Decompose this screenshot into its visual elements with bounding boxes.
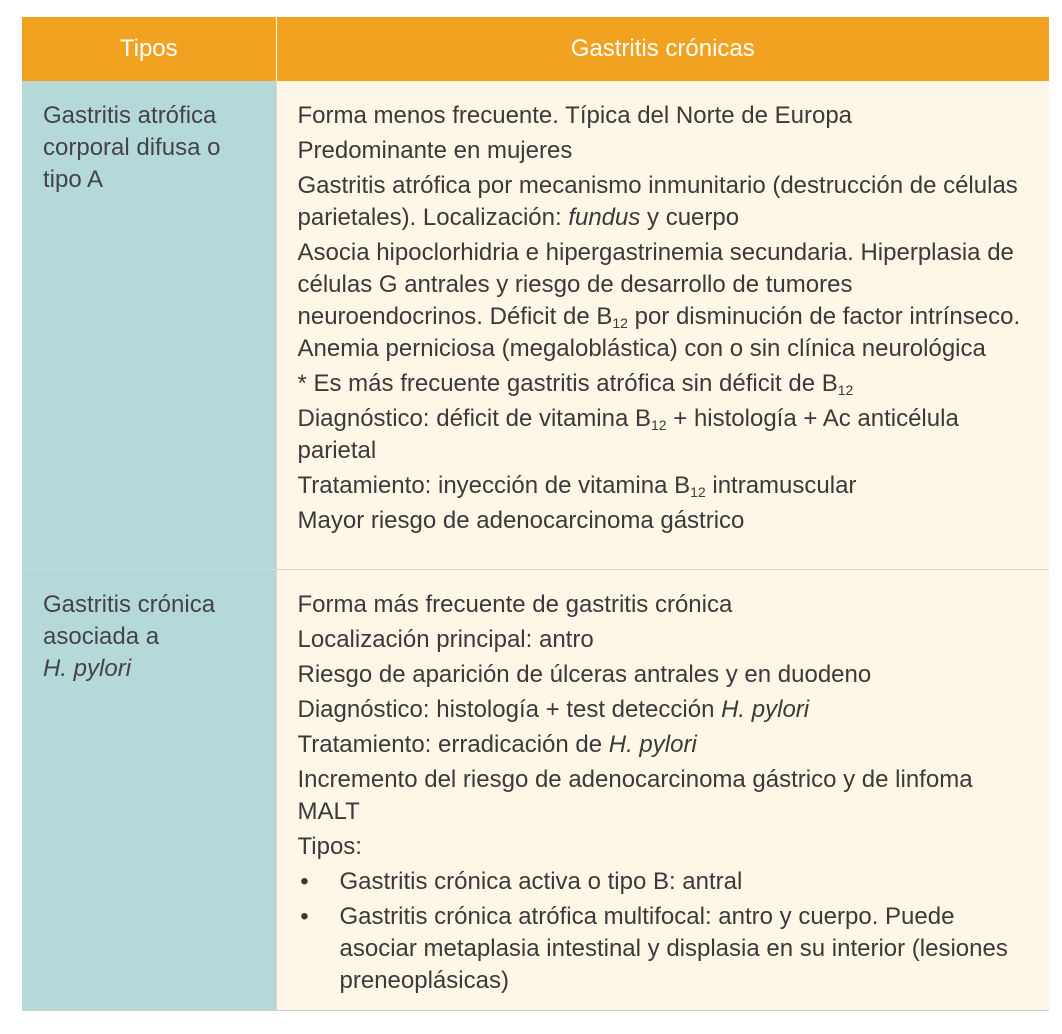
description-cell [276,570,1049,1011]
type-italic: H. pylori [43,655,132,682]
desc-text: Tratamiento: inyección de vitamina B [297,472,691,499]
desc-text: Diagnóstico: déficit de vitamina B [297,405,652,432]
bullet-item [298,866,1032,898]
header-tipos: Tipos [22,17,276,81]
type-line: asociada a [43,623,160,650]
desc-line [298,403,1032,467]
desc-text: * Es más frecuente gastritis atrófica sin déficit de B [297,370,838,397]
desc-line: Incremento del riesgo de adenocarcinoma gástrico y de linfoma MALT [297,766,973,825]
desc-text: Gastritis atrófica por mecanismo inmunitario (destrucción de células parietales). Localización: [297,172,1018,231]
desc-line: Tipos: [297,833,362,860]
desc-line: Localización principal: antro [297,626,594,653]
desc-line [298,237,1032,365]
subscript: 12 [837,382,854,398]
type-cell [22,570,276,1011]
desc-line: Predominante en mujeres [297,137,573,164]
desc-text: por disminución de factor intrínseco. Anemia perniciosa (megaloblástica) con o sin clínica neurológica [297,303,1021,362]
header-gastritis-cronicas: Gastritis crónicas [276,17,1049,81]
desc-line [298,694,1032,726]
desc-text: Asocia hipoclorhidria e hipergastrinemia secundaria. Hiperplasia de células G antrales y riesgo de desarrollo de tumores neuroendocrinos. Déficit de B [297,239,1014,330]
desc-text: intramuscular [705,472,857,499]
type-line: corporal difusa o [43,134,221,161]
desc-line [298,170,1032,234]
bullet-dot: • [300,868,309,895]
table-header-row [22,17,1049,81]
subscript: 12 [612,315,628,331]
desc-line [298,368,1032,400]
table-row [22,81,1049,570]
desc-text: Tratamiento: erradicación de [297,731,609,758]
desc-text: Diagnóstico: histología + test detección [297,696,722,723]
desc-line [298,729,1032,761]
bullet-text: Gastritis crónica activa o tipo B: antral [339,868,743,895]
desc-italic: H. pylori [721,696,810,723]
desc-line: Forma menos frecuente. Típica del Norte de Europa [297,102,853,129]
bullet-text: Gastritis crónica atrófica multifocal: antro y cuerpo. Puede asociar metaplasia intestinal y displasia en su interior (lesiones preneoplásicas) [339,903,1008,994]
bullet-item [298,901,1032,997]
table-row [22,570,1049,1011]
subscript: 12 [690,484,706,500]
description-cell [276,81,1049,570]
type-line: Gastritis atrófica [43,102,217,129]
desc-italic: fundus [568,204,641,231]
type-line-italic [43,653,266,685]
desc-line: Mayor riesgo de adenocarcinoma gástrico [297,507,745,534]
gastritis-table [22,17,1049,1011]
bullet-dot: • [300,903,309,930]
type-line: tipo A [43,166,104,193]
desc-line: Forma más frecuente de gastritis crónica [297,591,733,618]
type-cell [22,81,276,570]
subscript: 12 [651,417,667,433]
desc-text: y cuerpo [640,204,740,231]
desc-text: + histología + Ac anticélula parietal [297,405,959,464]
type-line: Gastritis crónica [43,591,216,618]
desc-line: Riesgo de aparición de úlceras antrales y en duodeno [297,661,872,688]
desc-line [298,470,1032,502]
desc-italic: H. pylori [608,731,697,758]
